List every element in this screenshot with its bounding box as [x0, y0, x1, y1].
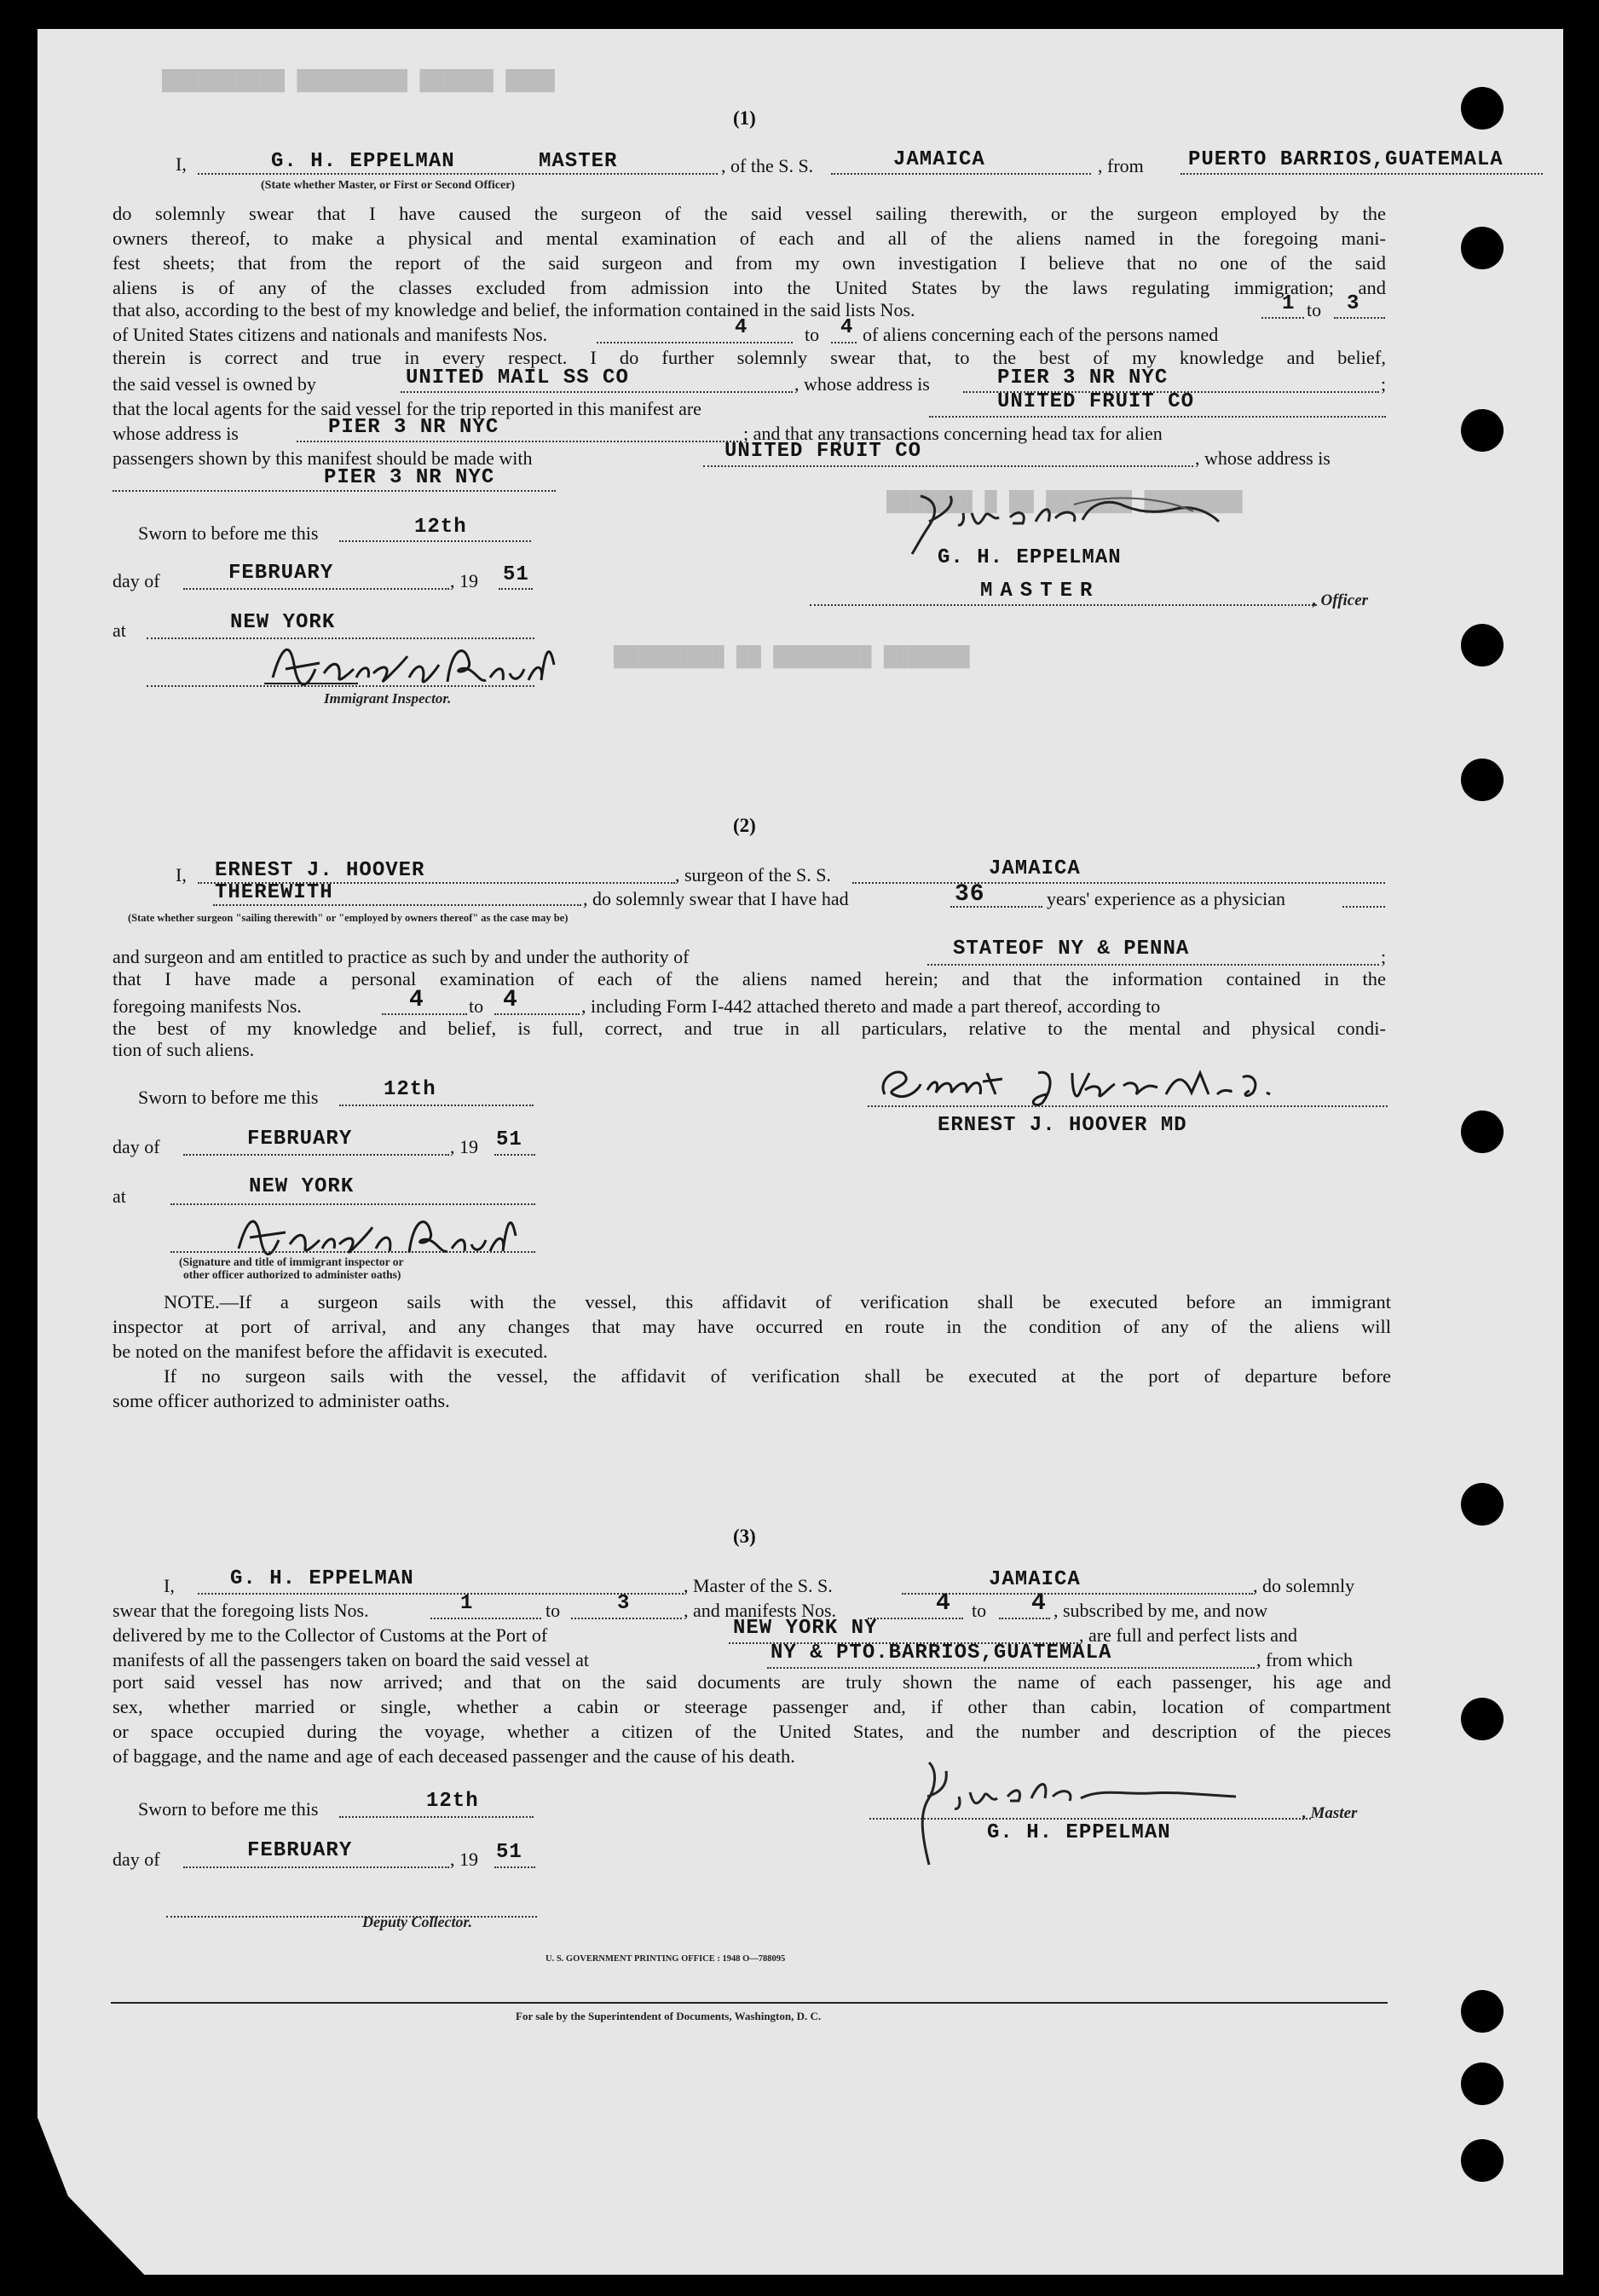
manifests-from-field: 4 [409, 987, 424, 1013]
surgeon-signature [868, 1060, 1345, 1111]
body-line: fest sheets; that from the report of the said surgeon and from my own investigation I believe that no one of the said [113, 252, 1386, 274]
field-line [113, 490, 556, 492]
at-label: at [113, 1185, 126, 1207]
body-text: foregoing manifests Nos. [113, 995, 302, 1017]
master-name-field: G. H. EPPELMAN [271, 150, 455, 173]
field-line [927, 964, 1379, 966]
master-of-label: , Master of the S. S. [684, 1575, 833, 1596]
body-text: , subscribed by me, and now [1053, 1600, 1268, 1621]
vessel-field: JAMAICA [893, 148, 985, 171]
rank-caption: (State whether Master, or First or Second Officer) [261, 179, 516, 192]
field-line [703, 465, 1193, 467]
punch-hole [1461, 759, 1504, 801]
manifests-to-field: 4 [503, 987, 518, 1013]
lists-from-field: 1 [1282, 292, 1296, 315]
punch-hole [1461, 1483, 1504, 1526]
lists-from-field: 1 [460, 1592, 474, 1615]
body-line: the best of my knowledge and belief, is full, correct, and true in all particulars, relative to the mental and physical condi- [113, 1018, 1386, 1039]
body-text: , do solemnly [1253, 1575, 1355, 1596]
field-line [339, 1105, 534, 1106]
vessel-field: JAMAICA [989, 1568, 1081, 1591]
owner-field: UNITED MAIL SS CO [406, 366, 629, 389]
inspector-signature [256, 631, 563, 699]
field-line [831, 342, 857, 343]
month-field: FEBRUARY [247, 1839, 353, 1862]
agents-field: UNITED FRUIT CO [997, 390, 1195, 413]
punch-hole [1461, 1698, 1504, 1740]
tax-address-field: PIER 3 NR NYC [324, 466, 495, 489]
section-number-2: (2) [733, 815, 756, 836]
place-field: NEW YORK [249, 1175, 355, 1198]
punch-hole [1461, 1111, 1504, 1153]
field-line [499, 588, 533, 590]
field-line [999, 1618, 1050, 1619]
sworn-day-field: 12th [384, 1078, 436, 1101]
body-text: , do solemnly swear that I have had [583, 888, 849, 909]
to-label: to [972, 1600, 987, 1621]
day-of-label: day of [113, 1136, 160, 1157]
field-line [401, 391, 793, 393]
to-label: to [1307, 299, 1322, 320]
tax-party-field: UNITED FRUIT CO [724, 440, 922, 463]
bleed-through: ████████ ███████ ██ █ ███████ [886, 491, 1243, 514]
surgeon-typed-name: ERNEST J. HOOVER MD [938, 1114, 1187, 1137]
field-line [198, 1593, 684, 1595]
port-field: NEW YORK NY [733, 1617, 878, 1640]
bleed-through: ███████ ████████ ██ █████████ [614, 646, 970, 669]
field-line [767, 1667, 1255, 1669]
day-of-label: day of [113, 1849, 160, 1870]
body-text: , whose address is [1195, 447, 1331, 469]
body-text: the said vessel is owned by [113, 373, 316, 395]
affidavit1-body [113, 201, 1386, 300]
field-line [183, 1154, 449, 1156]
field-line [1334, 317, 1385, 319]
field-line [1261, 317, 1304, 319]
boarded-at-field: NY & PTO.BARRIOS,GUATEMALA [771, 1641, 1112, 1664]
inspector-caption: Immigrant Inspector. [324, 690, 452, 707]
field-line [494, 1866, 535, 1868]
punch-hole [1461, 624, 1504, 666]
rank-field: MASTER [539, 150, 618, 173]
note-line: some officer authorized to administer oaths. [113, 1390, 450, 1411]
field-line [902, 1593, 1253, 1595]
body-text: tion of such aliens. [113, 1039, 255, 1060]
body-text: that the local agents for the said vessel for the trip reported in this manifest are [113, 398, 701, 419]
year-prefix: , 19 [450, 1136, 478, 1157]
officer-name: G. H. EPPELMAN [938, 546, 1122, 569]
i-label: I, [176, 864, 187, 886]
lists-to-field: 3 [617, 1592, 631, 1615]
affidavit2-line4 [113, 1016, 1386, 1041]
master-signature [895, 1754, 1261, 1873]
inspector-caption: (Signature and title of immigrant inspector or [179, 1255, 404, 1268]
punch-hole [1461, 1990, 1504, 2033]
footer-rule [111, 2002, 1388, 2004]
day-of-label: day of [113, 570, 160, 591]
body-text: delivered by me to the Collector of Customs at the Port of [113, 1624, 548, 1646]
field-line [868, 1105, 1388, 1107]
year-field: 51 [496, 1128, 522, 1151]
field-line [198, 173, 718, 175]
departure-port-field: PUERTO BARRIOS,GUATEMALA [1188, 150, 1504, 170]
note-block [113, 1289, 1391, 1413]
section-number-1: (1) [733, 107, 756, 129]
field-line [297, 441, 742, 442]
owner-address-field: PIER 3 NR NYC [997, 366, 1169, 389]
body-text: and surgeon and am entitled to practice as such by and under the authority of [113, 946, 690, 967]
field-line [1342, 906, 1385, 908]
manifests-to-field: 4 [1031, 1590, 1047, 1617]
of-the-ss-label: , of the S. S. [721, 155, 814, 176]
body-text: manifests of all the passengers taken on board the said vessel at [113, 1649, 590, 1670]
field-line [852, 882, 1385, 884]
field-line [571, 1618, 682, 1619]
body-text: , including Form I-442 attached thereto and made a part thereof, according to [581, 995, 1161, 1017]
field-line [929, 416, 1386, 418]
body-line: port said vessel has now arrived; and that on the said documents are truly shown the name of each passenger, his age and [113, 1671, 1391, 1693]
sailing-caption: (State whether surgeon "sailing therewith" or "employed by owners thereof" as the case may be) [128, 912, 569, 924]
sworn-day-field: 12th [426, 1790, 479, 1813]
body-line: or space occupied during the voyage, whether a citizen of the United States, and the number and description of the pieces [113, 1721, 1391, 1742]
manifests-to-field: 4 [840, 316, 854, 339]
surgeon-name-field: ERNEST J. HOOVER [215, 859, 425, 882]
sworn-day-field: 12th [414, 516, 467, 539]
master-name-field: G. H. EPPELMAN [230, 1567, 414, 1590]
semicolon: ; [1381, 373, 1387, 395]
officer-signature [903, 487, 1261, 556]
years-field: 36 [955, 881, 985, 908]
note-line: be noted on the manifest before the affidavit is executed. [113, 1341, 548, 1362]
semicolon: ; [1381, 946, 1387, 967]
field-line [810, 604, 1317, 606]
to-label: to [546, 1600, 561, 1621]
agents-address-field: PIER 3 NR NYC [328, 416, 499, 439]
note-line: NOTE.—If a surgeon sails with the vessel, this affidavit of verification shall be executed before an immigrant [164, 1291, 1391, 1312]
officer-label: , Officer [1313, 591, 1369, 609]
body-text: swear that the foregoing lists Nos. [113, 1600, 369, 1621]
affidavit2-line2 [113, 966, 1386, 991]
surgeon-of-label: , surgeon of the S. S. [675, 864, 831, 886]
body-text: of aliens concerning each of the persons named [863, 324, 1219, 345]
inspector-caption: other officer authorized to administer oaths) [183, 1268, 401, 1281]
body-line: that I have made a personal examination of each of the aliens named herein; and that the information contained in the [113, 968, 1386, 989]
affidavit1-line7 [113, 345, 1386, 370]
master-typed-name: G. H. EPPELMAN [987, 1821, 1171, 1844]
vessel-field: JAMAICA [989, 857, 1081, 880]
month-field: FEBRUARY [247, 1128, 353, 1151]
body-line: owners thereof, to make a physical and mental examination of each and all of the aliens named in the foregoing mani- [113, 228, 1386, 249]
field-line [147, 685, 534, 687]
master-label: , Master [1302, 1804, 1358, 1822]
body-line: therein is correct and true in every respect. I do further solemnly swear that, to the best of my knowledge and belief, [113, 347, 1386, 368]
manifests-from-field: 4 [735, 316, 748, 339]
section-number-3: (3) [733, 1526, 756, 1547]
body-text: whose address is [113, 423, 239, 444]
field-line [213, 904, 581, 906]
place-field: NEW YORK [230, 611, 336, 634]
printing-office-imprint: U. S. GOVERNMENT PRINTING OFFICE : 1948 O—788095 [546, 1954, 786, 1964]
year-field: 51 [503, 563, 529, 586]
authority-field: STATEOF NY & PENNA [953, 937, 1190, 961]
from-label: , from [1098, 155, 1144, 176]
i-label: I, [176, 153, 187, 175]
field-line [868, 1618, 963, 1619]
sailing-field: THEREWITH [215, 881, 333, 904]
year-prefix: , 19 [450, 1849, 478, 1870]
field-line [430, 1618, 541, 1619]
note-line: If no surgeon sails with the vessel, the affidavit of verification shall be executed at the port of departure before [164, 1365, 1391, 1387]
body-text: passengers shown by this manifest should be made with [113, 447, 533, 469]
sworn-label: Sworn to before me this [138, 1087, 319, 1108]
body-line: aliens is of any of the classes excluded from admission into the United States by the laws regulating immigration; and [113, 277, 1386, 298]
field-line [183, 588, 449, 590]
punch-hole [1461, 2139, 1504, 2182]
for-sale-note: For sale by the Superintendent of Documents, Washington, D. C. [516, 2010, 822, 2022]
to-label: to [469, 995, 484, 1017]
punch-hole [1461, 227, 1504, 269]
body-text: , from which [1256, 1649, 1354, 1670]
year-field: 51 [496, 1841, 522, 1864]
body-text: ; and that any transactions concerning head tax for alien [743, 423, 1163, 444]
i-label: I, [164, 1575, 175, 1596]
note-line: inspector at port of arrival, and any changes that may have occurred en route in the condition of any of the aliens will [113, 1316, 1391, 1337]
sworn-label: Sworn to before me this [138, 1798, 319, 1820]
officer-rank: MASTER [980, 580, 1100, 603]
field-line [869, 1818, 1311, 1820]
field-line [494, 1013, 580, 1015]
body-text: , and manifests Nos. [684, 1600, 837, 1621]
body-text: years' experience as a physician [1047, 888, 1286, 909]
field-line [183, 1866, 449, 1868]
sworn-label: Sworn to before me this [138, 522, 319, 544]
month-field: FEBRUARY [228, 562, 334, 585]
body-line: do solemnly swear that I have caused the surgeon of the said vessel sailing therewith, or the surgeon employed by the [113, 203, 1386, 224]
collector-caption: Deputy Collector. [362, 1913, 472, 1930]
body-text: that also, according to the best of my knowledge and belief, the information contained in the said lists Nos. [113, 299, 915, 320]
punch-hole [1461, 87, 1504, 130]
year-prefix: , 19 [450, 570, 478, 591]
body-line: of baggage, and the name and age of each deceased passenger and the cause of his death. [113, 1745, 795, 1767]
field-line [170, 1251, 535, 1253]
punch-hole [1461, 409, 1504, 452]
lists-to-field: 3 [1347, 292, 1360, 315]
field-line [339, 1816, 534, 1818]
to-label: to [805, 324, 820, 345]
field-line [494, 1154, 535, 1156]
body-line: sex, whether married or single, whether a cabin or steerage passenger and, if other than cabin, location of compartment [113, 1696, 1391, 1717]
body-text: , whose address is [794, 373, 930, 395]
body-text: , are full and perfect lists and [1079, 1624, 1297, 1646]
field-line [831, 173, 1091, 175]
body-text: of United States citizens and nationals and manifests Nos. [113, 324, 548, 345]
field-line [382, 1013, 467, 1015]
field-line [339, 540, 531, 542]
field-line [1180, 173, 1543, 175]
field-line [166, 1916, 537, 1918]
punch-hole [1461, 2062, 1504, 2105]
at-label: at [113, 620, 126, 641]
bleed-through: ████ ██████ █████████ ██████████ [162, 70, 555, 93]
manifests-from-field: 4 [936, 1590, 951, 1617]
field-line [597, 342, 793, 343]
